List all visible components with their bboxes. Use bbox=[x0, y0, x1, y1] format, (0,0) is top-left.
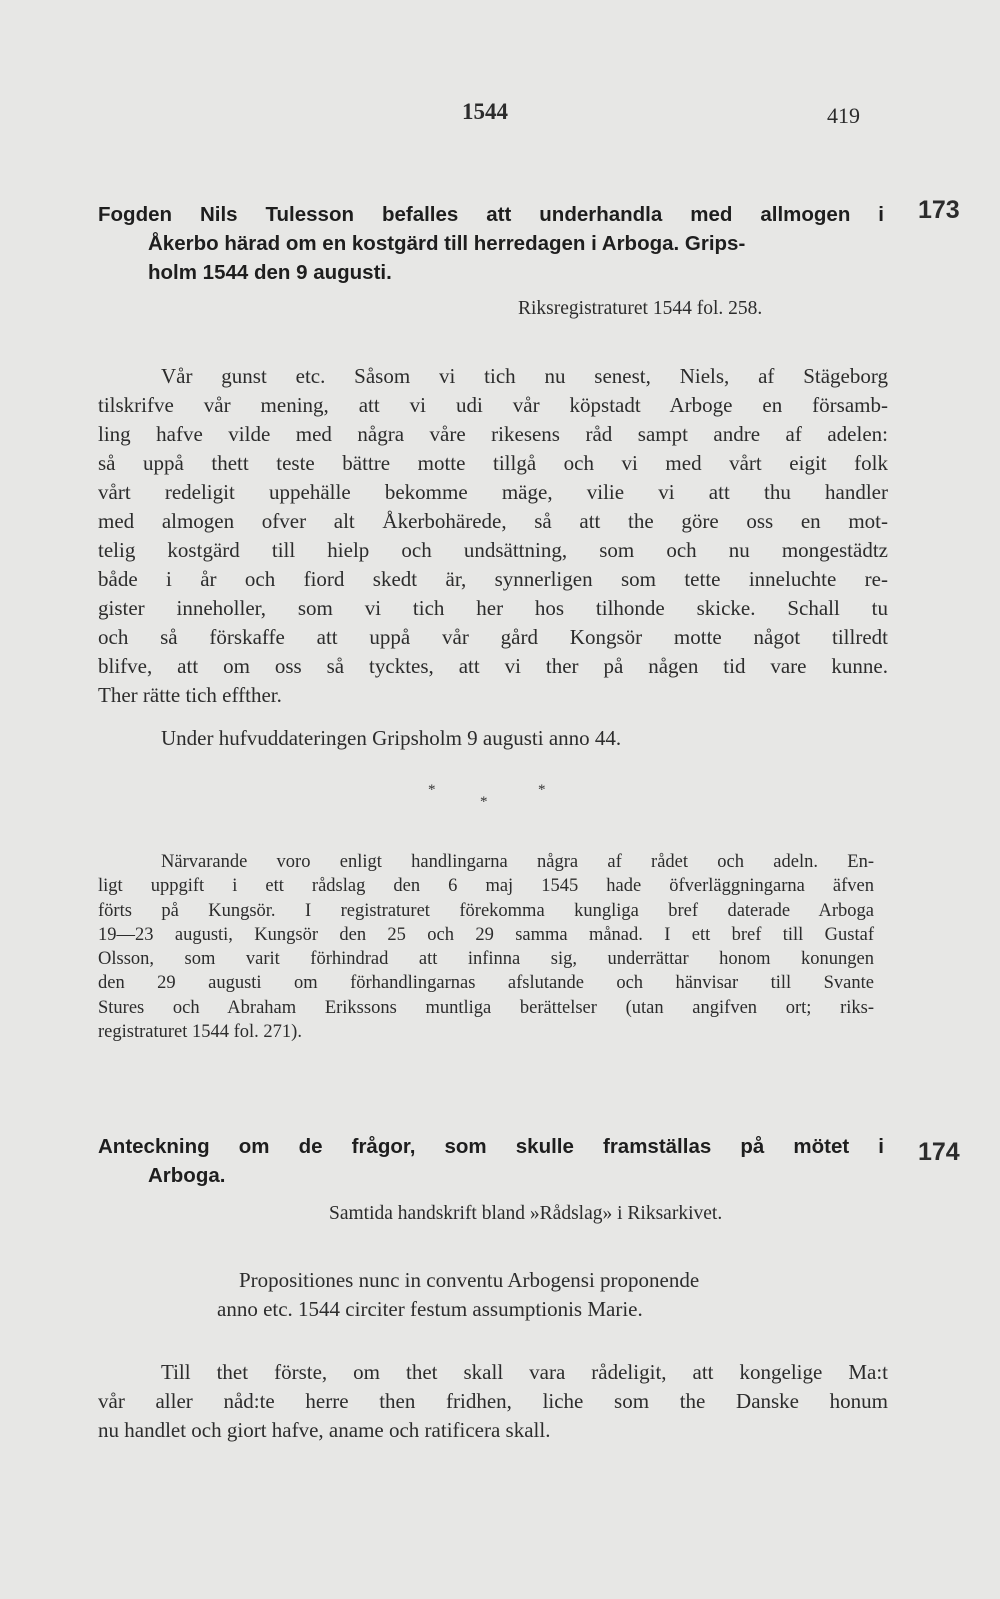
body-line: Till thet förste, om thet skall vara rådeligit, att kongelige Ma:t bbox=[161, 1360, 888, 1384]
title-line: holm 1544 den 9 augusti. bbox=[148, 261, 392, 284]
title-line: Arboga. bbox=[148, 1164, 226, 1187]
document-heading-174 bbox=[217, 1266, 700, 1324]
dating-line-173: Under hufvuddateringen Gripsholm 9 augusti anno 44. bbox=[161, 726, 622, 750]
section-separator: * * * bbox=[428, 782, 546, 810]
document-title-174 bbox=[98, 1132, 884, 1190]
body-line: gister inneholler, som vi tich her hos tilhonde skicke. Schall tu bbox=[98, 596, 888, 620]
body-line: både i år och fiord skedt är, synnerligen som tette inneluchte re- bbox=[98, 567, 888, 591]
document-number-174: 174 bbox=[918, 1138, 960, 1166]
page-number: 419 bbox=[827, 103, 860, 128]
document-source-173: Riksregistraturet 1544 fol. 258. bbox=[518, 298, 763, 319]
body-line: så uppå thett teste bättre motte tillgå och vi med vårt eigit folk bbox=[98, 451, 888, 475]
note-line: registraturet 1544 fol. 271). bbox=[98, 1022, 302, 1043]
note-line: 19—23 augusti, Kungsör den 25 och 29 samma månad. I ett bref till Gustaf bbox=[98, 924, 874, 945]
body-line: med almogen ofver alt Åkerbohärede, så att the göre oss en mot- bbox=[98, 509, 888, 533]
note-line: Närvarande voro enligt handlingarna några af rådet och adeln. En- bbox=[161, 852, 874, 872]
note-line: Olsson, som varit förhindrad att infinna sig, underrättar honom konungen bbox=[98, 949, 874, 970]
body-line: Ther rätte tich effther. bbox=[98, 683, 282, 707]
body-line: vår aller nåd:te herre then fridhen, liche som the Danske honum bbox=[98, 1389, 888, 1413]
heading-line: Propositiones nunc in conventu Arbogensi proponende bbox=[239, 1268, 700, 1292]
title-line: Anteckning om de frågor, som skulle framställas på mötet i bbox=[98, 1135, 884, 1158]
running-header-year: 1544 bbox=[462, 99, 508, 124]
body-line: vårt redeligit uppehälle bekomme mäge, vilie vi att thu handler bbox=[98, 480, 888, 504]
note-line: ligt uppgift i ett rådslag den 6 maj 1545 hade öfverläggningarna äfven bbox=[98, 876, 874, 897]
note-line: den 29 augusti om förhandlingarnas afslutande och hänvisar till Svante bbox=[98, 973, 874, 994]
title-line: Åkerbo härad om en kostgärd till herredagen i Arboga. Grips- bbox=[148, 232, 746, 255]
document-body-174 bbox=[98, 1358, 888, 1445]
body-line: telig kostgärd till hielp och undsättning, som och nu mongestädtz bbox=[98, 538, 888, 562]
body-line: nu handlet och giort hafve, aname och ratificera skall. bbox=[98, 1418, 551, 1442]
document-number-173: 173 bbox=[918, 196, 960, 224]
body-line: Vår gunst etc. Såsom vi tich nu senest, Niels, af Stägeborg bbox=[161, 364, 888, 388]
note-line: förts på Kungsör. I registraturet förekomma kungliga bref daterade Arboga bbox=[98, 900, 874, 921]
document-title-173 bbox=[98, 200, 884, 287]
document-source-174: Samtida handskrift bland »Rådslag» i Riksarkivet. bbox=[329, 1203, 723, 1224]
heading-line: anno etc. 1544 circiter festum assumptionis Marie. bbox=[217, 1297, 643, 1321]
title-line: Fogden Nils Tulesson befalles att underhandla med allmogen i bbox=[98, 203, 884, 226]
document-body-173 bbox=[98, 362, 888, 710]
note-line: Stures och Abraham Erikssons muntliga berättelser (utan angifven ort; riks- bbox=[98, 997, 874, 1018]
body-line: blifve, att om oss så tycktes, att vi ther på någen tid vare kunne. bbox=[98, 654, 888, 678]
body-line: tilskrifve vår mening, att vi udi vår köpstadt Arboge en församb- bbox=[98, 393, 888, 417]
editorial-note-173 bbox=[98, 850, 874, 1044]
body-line: ling hafve vilde med några våre rikesens råd sampt andre af adelen: bbox=[98, 422, 888, 446]
body-line: och så förskaffe att uppå vår gård Kongsör motte något tillredt bbox=[98, 625, 888, 649]
